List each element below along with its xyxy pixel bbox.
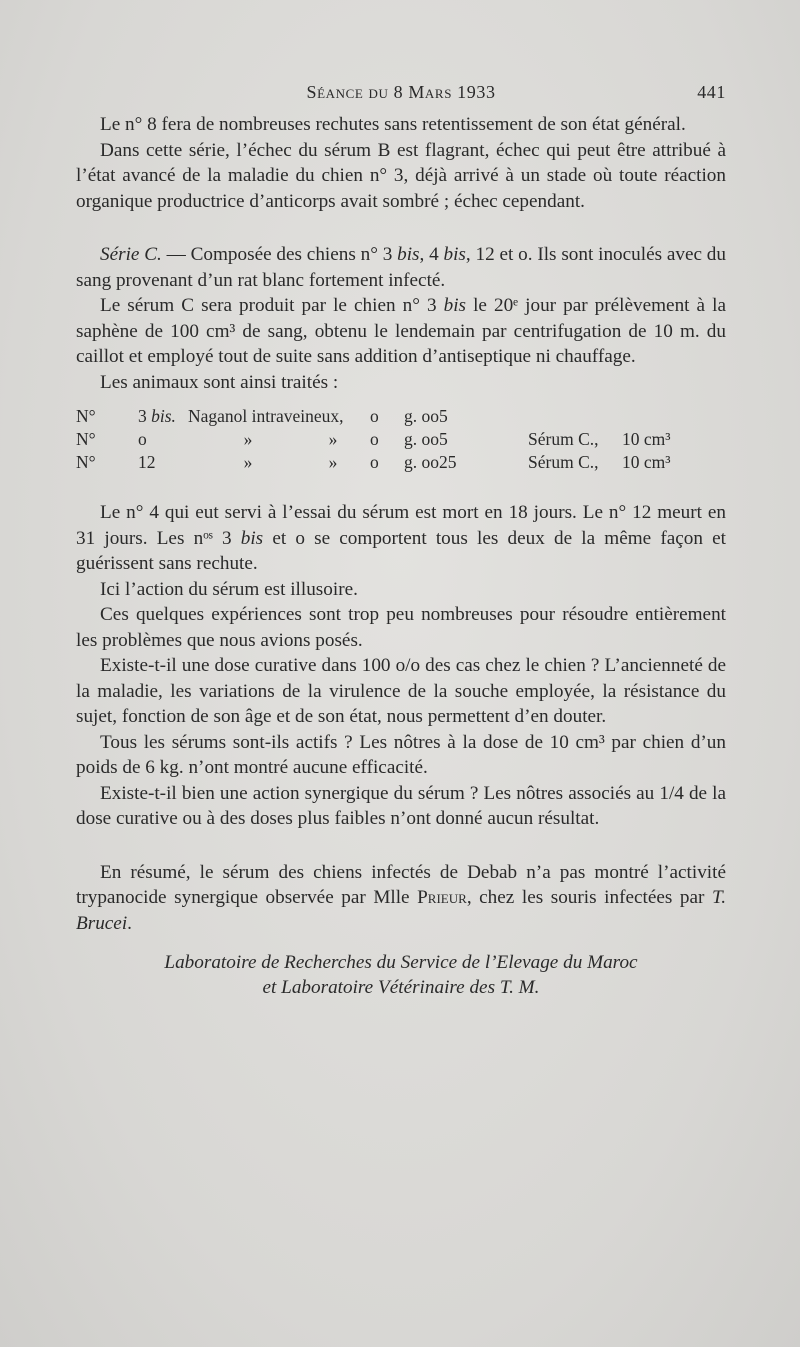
paragraph-11: Existe-t-il bien une action synergique du sérum ? Les nôtres associés au 1/4 de la dose curative ou à des doses plus faibles n’ont donné aucun résultat.	[76, 782, 726, 829]
table-row: N° o » » o g. oo5 Sérum C., 10 cm³	[76, 429, 671, 449]
paragraph-2: Dans cette série, l’échec du sérum B est flagrant, échec qui peut être attribué à l’état avancé de la maladie du chien n° 3, déjà arrivé à un stade où toute réaction organique productrice d’anticorps avait sombré ; échec cependant.	[76, 139, 726, 212]
table-row: N° 12 » » o g. oo25 Sérum C., 10 cm³	[76, 452, 671, 472]
paragraph-serie-c: Série C. — Composée des chiens n° 3 bis, 4 bis, 12 et o. Ils sont inoculés avec du sang provenant d’un rat blanc fortement infecté.	[76, 244, 726, 291]
table-row: N° 3 bis. Naganol intraveineux, o g. oo5	[76, 406, 448, 426]
paragraph-9: Existe-t-il une dose curative dans 100 o/o des cas chez le chien ? L’ancienneté de la maladie, les variations de la virulence de la souche employée, la résistance du sujet, fonction de son âge et de son état, nous permettent d’en douter.	[76, 655, 726, 727]
page	[76, 78, 726, 1000]
paragraph-1: Le n° 8 fera de nombreuses rechutes sans retentissement de son état général.	[100, 114, 686, 135]
author-name: Prieur	[417, 887, 467, 908]
paragraph-7: Ici l’action du sérum est illusoire.	[100, 578, 358, 600]
paragraph-10: Tous les sérums sont-ils actifs ? Les nôtres à la dose de 10 cm³ par chien d’un poids de 6 kg. n’ont montré aucune efficacité.	[76, 731, 726, 778]
paragraph-8: Ces quelques expériences sont trop peu nombreuses pour résoudre entièrement les problèmes que nous avions posés.	[76, 604, 726, 651]
paragraph-results: Le n° 4 qui eut servi à l’essai du sérum est mort en 18 jours. Le n° 12 meurt en 31 jours. Les nᵒˢ 3 bis et o se comportent tous les deux de la même façon et guérissent sans rechute.	[76, 502, 726, 574]
paragraph-summary: En résumé, le sérum des chiens infectés de Debab n’a pas montré l’activité trypanocide synergique observée par Mlle Prieur, chez les souris infectées par T. Brucei.	[76, 861, 726, 934]
dosage-table	[76, 405, 726, 474]
affiliation-signature: Laboratoire de Recherches du Service de l’Elevage du Maroc et Laboratoire Vétérinaire des T. M.	[164, 952, 638, 998]
running-title: Séance du 8 Mars 1933	[306, 82, 496, 102]
paragraph-treatment-intro: Les animaux sont ainsi traités :	[100, 371, 339, 393]
section-label: Série C.	[100, 244, 162, 265]
paragraph-serum-c: Le sérum C sera produit par le chien n° 3 bis le 20ᵉ jour par prélèvement à la saphène de 100 cm³ de sang, obtenu le lendemain par centrifugation de 10 m. du caillot et employé tout de suite sans addition d’antiseptique ni chauffage.	[76, 295, 726, 367]
page-number: 441	[697, 82, 726, 102]
running-header	[76, 78, 726, 108]
